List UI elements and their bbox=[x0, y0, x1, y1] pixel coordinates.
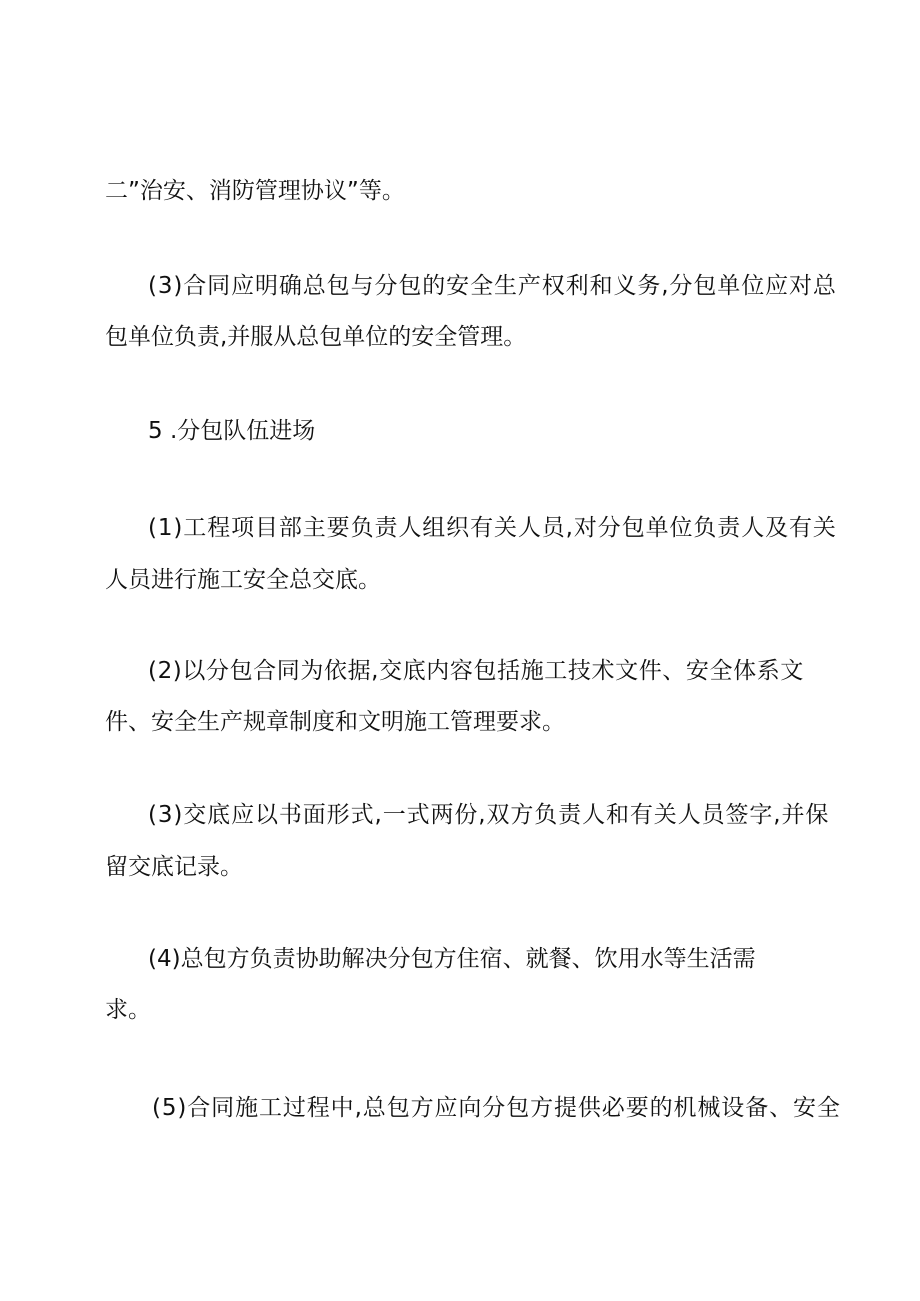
paragraph-line: 二”治安、消防管理协议”等。 bbox=[105, 178, 405, 204]
paragraph-line: (1)工程项目部主要负责人组织有关人员,对分包单位负责人及有关 bbox=[148, 515, 837, 541]
paragraph-line: (3)合同应明确总包与分包的安全生产权利和义务,分包单位应对总 bbox=[148, 273, 837, 299]
paragraph-line: (5)合同施工过程中,总包方应向分包方提供必要的机械设备、安全 bbox=[152, 1095, 841, 1121]
section-heading: 5 .分包队伍进场 bbox=[148, 418, 316, 444]
paragraph-line: 留交底记录。 bbox=[105, 854, 243, 880]
paragraph-line: 包单位负责,并服从总包单位的安全管理。 bbox=[105, 324, 527, 350]
paragraph-line: (3)交底应以书面形式,一式两份,双方负责人和有关人员签字,并保 bbox=[148, 802, 830, 828]
paragraph-line: (4)总包方负责协助解决分包方住宿、就餐、饮用水等生活需 bbox=[148, 946, 756, 972]
paragraph-line: 人员进行施工安全总交底。 bbox=[105, 567, 381, 593]
paragraph-line: 求。 bbox=[105, 997, 151, 1023]
paragraph-line: (2)以分包合同为依据,交底内容包括施工技术文件、安全体系文 bbox=[148, 658, 804, 684]
paragraph-line: 件、安全生产规章制度和文明施工管理要求。 bbox=[105, 709, 565, 735]
